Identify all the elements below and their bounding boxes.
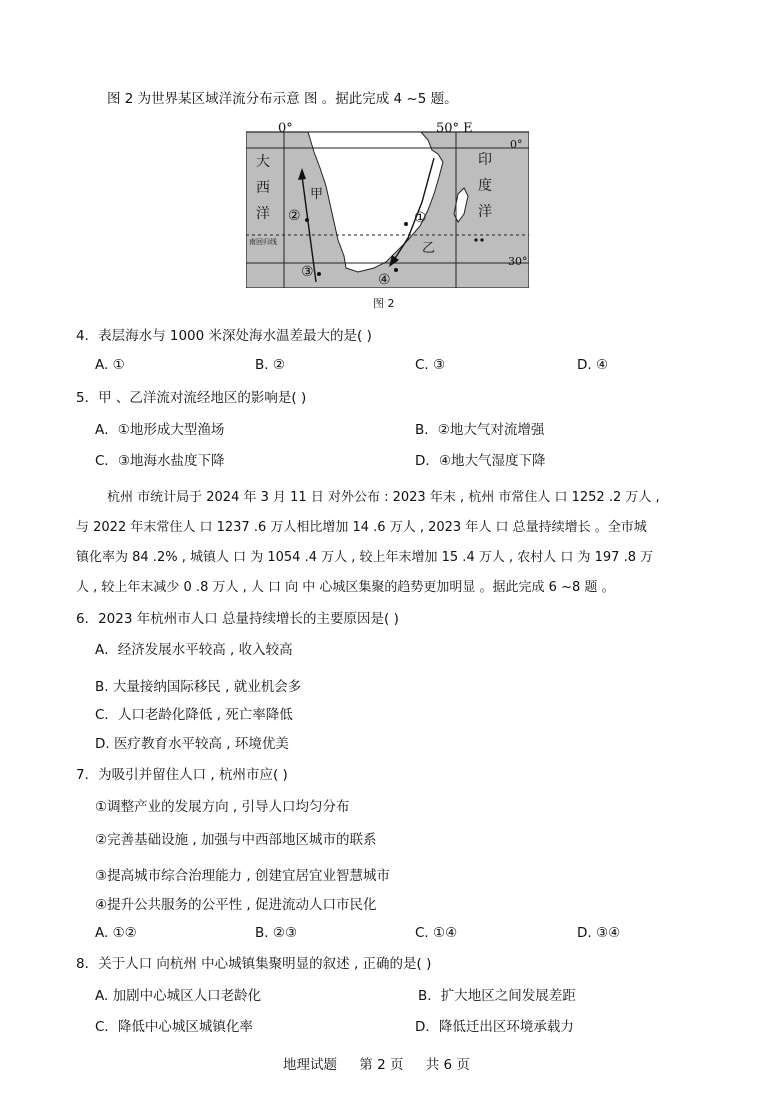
q5-option-b[interactable]: B．②地大气对流增强 [415, 422, 545, 438]
q8-option-d[interactable]: D．降低迁出区环境承载力 [415, 1019, 574, 1035]
label-lon-50e: 50° E [436, 122, 473, 136]
q7-item-3: ③提高城市综合治理能力 , 创建宜居宜业智慧城市 [95, 868, 390, 884]
q4-option-a[interactable]: A. ① [95, 357, 125, 373]
q5-option-d[interactable]: D．④地大气湿度下降 [415, 453, 546, 469]
q5-stem: 5．甲 、乙洋流对流经地区的影响是( ) [76, 390, 307, 406]
q8-option-c[interactable]: C．降低中心城区城镇化率 [95, 1019, 253, 1035]
tropic-label: 南回归线 [249, 238, 277, 246]
ocean-indian-3: 洋 [478, 204, 492, 220]
current-yi-label: 乙 [422, 241, 436, 256]
q6-option-b[interactable]: B. 大量接纳国际移民 , 就业机会多 [95, 679, 302, 695]
ocean-indian-2: 度 [478, 178, 492, 194]
footer-page: 第 2 页 [359, 1057, 404, 1073]
q5-option-c[interactable]: C．③地海水盐度下降 [95, 453, 225, 469]
ocean-atlantic-2: 西 [256, 180, 270, 196]
point-4-dot [394, 268, 398, 272]
passage-line-3: 镇化率为 84 .2% , 城镇人 口 为 1054 .4 万人 , 较上年末增加 15 .4 万人 , 农村人 口 为 197 .8 万 [76, 550, 654, 565]
q4-option-c[interactable]: C. ③ [415, 357, 446, 373]
q4-option-b[interactable]: B. ② [255, 357, 285, 373]
label-lat-0: 0° [510, 138, 523, 151]
q6-option-a[interactable]: A．经济发展水平较高 , 收入较高 [95, 642, 293, 658]
point-4-label: ④ [378, 272, 391, 288]
passage-line-1: 杭州 市统计局于 2024 年 3 月 11 日 对外公布 : 2023 年末 , 杭州 市常住人 口 1252 .2 万人 , [107, 490, 660, 505]
q7-option-d[interactable]: D. ③④ [577, 925, 621, 941]
q6-option-c[interactable]: C．人口老龄化降低 , 死亡率降低 [95, 707, 293, 723]
q8-stem: 8．关于人口 向杭州 中心城镇集聚明显的叙述 , 正确的是( ) [76, 956, 432, 972]
q7-item-4: ④提升公共服务的公平性 , 促进流动人口市民化 [95, 897, 377, 913]
current-jia-label: 甲 [310, 187, 324, 202]
q4-stem: 4．表层海水与 1000 米深处海水温差最大的是( ) [76, 328, 372, 344]
passage-line-2: 与 2022 年末常住人 口 1237 .6 万人相比增加 14 .6 万人 , 2023 年人 口 总量持续增长 。全市城 [76, 520, 647, 535]
ocean-atlantic-3: 洋 [256, 206, 270, 222]
point-1-dot [404, 222, 408, 226]
q8-option-b[interactable]: B．扩大地区之间发展差距 [418, 988, 576, 1004]
q5-option-a[interactable]: A．①地形成大型渔场 [95, 422, 225, 438]
footer-total: 共 6 页 [425, 1057, 470, 1073]
page-footer [283, 1053, 488, 1073]
label-lat-30: 30° [508, 255, 528, 268]
q7-option-c[interactable]: C. ①④ [415, 925, 458, 941]
q7-option-b[interactable]: B. ②③ [255, 925, 298, 941]
q7-option-a[interactable]: A. ①② [95, 925, 137, 941]
passage-line-4: 人 , 较上年末减少 0 .8 万人 , 人 口 向 中 心城区集聚的趋势更加明显 。据此完成 6 ~8 题 。 [76, 580, 615, 595]
q6-option-d[interactable]: D. 医疗教育水平较高 , 环境优美 [95, 736, 289, 752]
q8-option-a[interactable]: A. 加剧中心城区人口老龄化 [95, 988, 262, 1004]
point-1-label: ② [288, 208, 301, 224]
ocean-atlantic-1: 大 [256, 154, 270, 170]
q6-stem: 6．2023 年杭州市人口 总量持续增长的主要原因是( ) [76, 611, 399, 627]
q7-item-2: ②完善基础设施 , 加强与中西部地区城市的联系 [95, 832, 377, 848]
ocean-indian-1: 印 [478, 152, 492, 168]
q7-stem: 7．为吸引并留住人口 , 杭州市应( ) [76, 767, 288, 783]
point-2-label: ① [414, 210, 427, 226]
ocean-current-map [246, 122, 529, 288]
point-3-label: ③ [301, 264, 314, 280]
footer-subject: 地理试题 [283, 1057, 337, 1073]
q7-item-1: ①调整产业的发展方向 , 引导人口均匀分布 [95, 799, 350, 815]
label-lon-0: 0° [278, 122, 293, 136]
point-3-dot [317, 272, 321, 276]
figure-caption: 图 2 [373, 297, 395, 310]
point-2-dot [305, 218, 309, 222]
intro-q4-5: 图 2 为世界某区域洋流分布示意 图 。据此完成 4 ~5 题。 [107, 91, 458, 107]
q4-option-d[interactable]: D. ④ [577, 357, 609, 373]
